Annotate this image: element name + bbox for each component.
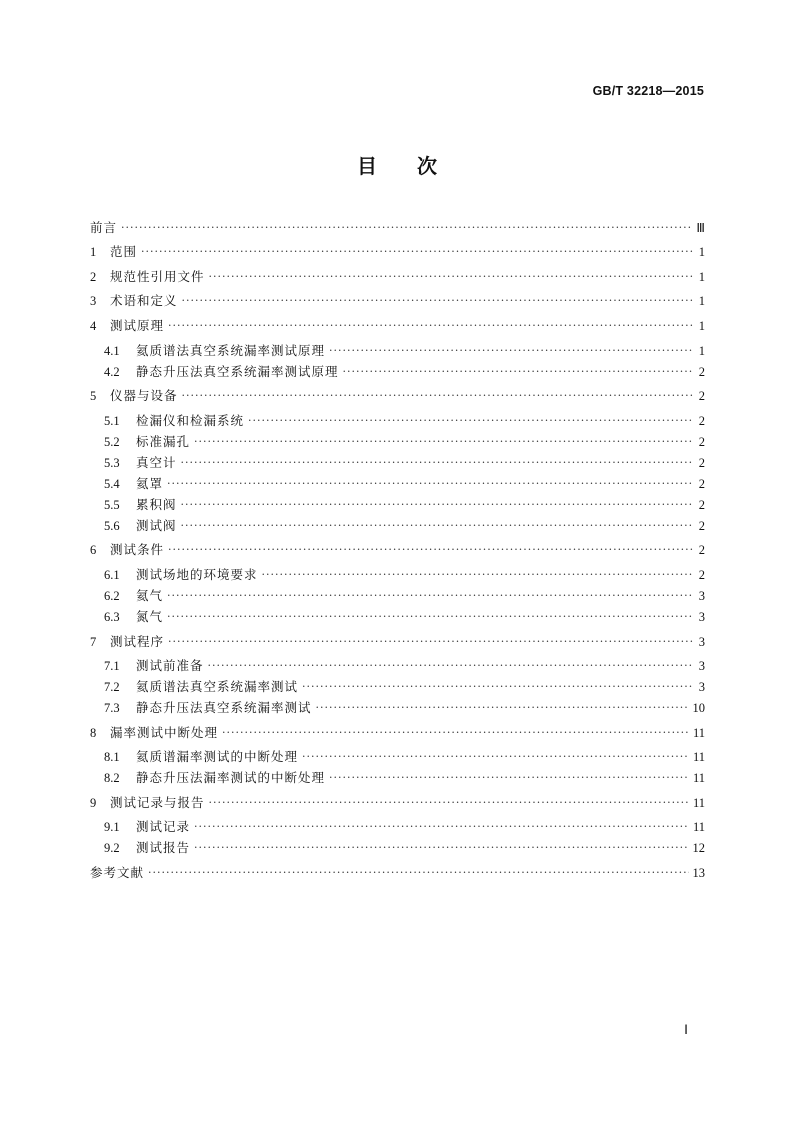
toc-leader-dots xyxy=(168,542,693,558)
toc-entry-number: 5.3 xyxy=(104,456,120,470)
toc-entry-number: 4.1 xyxy=(104,344,120,358)
toc-entry-label: 静态升压法真空系统漏率测试原理 xyxy=(136,364,339,379)
toc-entry-label: 氦质谱法真空系统漏率测试 xyxy=(136,679,299,694)
toc-entry-number: 5.6 xyxy=(104,519,120,533)
toc-entry-label: 氦气 xyxy=(136,588,164,603)
toc-entry-label: 参考文献 xyxy=(90,865,145,880)
toc-leader-dots xyxy=(121,220,692,236)
toc-entry-page: 11 xyxy=(692,750,705,764)
toc-entry-number: 8.2 xyxy=(104,771,120,785)
toc-leader-dots xyxy=(194,434,693,450)
toc-entry-label: 测试阀 xyxy=(136,518,177,533)
toc-entry-number: 2 xyxy=(90,270,97,284)
toc-subentry[interactable] xyxy=(90,605,705,625)
toc-entry-label: 术语和定义 xyxy=(110,293,178,308)
toc-entry-number: 5.4 xyxy=(104,477,120,491)
toc-leader-dots xyxy=(248,413,693,429)
toc-entry-page: 1 xyxy=(698,294,705,308)
toc-leader-dots xyxy=(194,840,688,856)
toc-entry-page: 11 xyxy=(692,726,705,740)
toc-leader-dots xyxy=(182,293,693,309)
toc-entry-label: 氮气 xyxy=(136,609,164,624)
toc-entry-label: 测试场地的环境要求 xyxy=(136,567,258,582)
toc-entry-number: 6.1 xyxy=(104,568,120,582)
toc-leader-dots xyxy=(168,634,693,650)
toc-leader-dots xyxy=(343,364,693,380)
toc-entry-label: 静态升压法真空系统漏率测试 xyxy=(136,700,312,715)
toc-leader-dots xyxy=(302,749,689,765)
toc-leader-dots xyxy=(141,244,693,260)
toc-entry-number: 1 xyxy=(90,245,97,259)
toc-leader-dots xyxy=(222,725,689,741)
toc-entry-number: 6.3 xyxy=(104,610,120,624)
toc-leader-dots xyxy=(262,567,693,583)
toc-entry[interactable] xyxy=(90,314,705,334)
toc-leader-dots xyxy=(209,795,689,811)
toc-leader-dots xyxy=(194,819,689,835)
toc-entry-page: 3 xyxy=(698,635,705,649)
toc-subentry[interactable] xyxy=(90,409,705,429)
toc-leader-dots xyxy=(181,455,693,471)
toc-subentry[interactable] xyxy=(90,696,705,716)
toc-entry-page: 1 xyxy=(698,344,705,358)
toc-entry-label: 规范性引用文件 xyxy=(110,269,205,284)
toc-entry-label: 前言 xyxy=(90,220,118,235)
toc-leader-dots xyxy=(208,658,693,674)
toc-leader-dots xyxy=(167,476,693,492)
toc-entry-number: 4 xyxy=(90,319,97,333)
toc-leader-dots xyxy=(316,700,689,716)
toc-entry-number: 9.2 xyxy=(104,841,120,855)
toc-subentry[interactable] xyxy=(90,766,705,786)
toc-entry-page: 11 xyxy=(692,820,705,834)
toc-leader-dots xyxy=(182,388,693,404)
toc-entry-page: 2 xyxy=(698,456,705,470)
toc-entry-number: 7.2 xyxy=(104,680,120,694)
toc-entry-label: 累积阀 xyxy=(136,497,177,512)
toc-entry-page: 12 xyxy=(692,841,705,855)
toc-leader-dots xyxy=(329,343,693,359)
toc-entry-number: 7 xyxy=(90,635,97,649)
toc-entry-page: 2 xyxy=(698,414,705,428)
toc-leader-dots xyxy=(148,865,688,881)
toc-subentry[interactable] xyxy=(90,514,705,534)
toc-entry-page: 3 xyxy=(698,680,705,694)
toc-entry-number: 3 xyxy=(90,294,97,308)
toc-entry-number: 5.5 xyxy=(104,498,120,512)
toc-entry[interactable] xyxy=(90,861,705,881)
toc-entry-label: 漏率测试中断处理 xyxy=(110,725,219,740)
toc-entry[interactable] xyxy=(90,240,705,260)
toc-entry-label: 氦质谱漏率测试的中断处理 xyxy=(136,749,299,764)
toc-leader-dots xyxy=(181,497,693,513)
toc-entry-page: 3 xyxy=(698,610,705,624)
toc-entry-number: 5.1 xyxy=(104,414,120,428)
toc-subentry[interactable] xyxy=(90,339,705,359)
toc-entry-page: 1 xyxy=(698,319,705,333)
toc-entry-page: 2 xyxy=(698,365,705,379)
toc-entry-label: 检漏仪和检漏系统 xyxy=(136,413,245,428)
toc-entry-label: 测试原理 xyxy=(110,318,165,333)
toc-entry-number: 9 xyxy=(90,796,97,810)
toc-entry[interactable] xyxy=(90,384,705,404)
toc-entry-page: 2 xyxy=(698,568,705,582)
toc-subentry[interactable] xyxy=(90,472,705,492)
toc-subentry[interactable] xyxy=(90,836,705,856)
toc-entry-number: 7.1 xyxy=(104,659,120,673)
toc-subentry[interactable] xyxy=(90,451,705,471)
toc-entry-page: 2 xyxy=(698,389,705,403)
toc-entry-label: 氦质谱法真空系统漏率测试原理 xyxy=(136,343,326,358)
toc-leader-dots xyxy=(302,679,693,695)
title-char-right: 次 xyxy=(417,154,437,178)
toc-entry-page: 2 xyxy=(698,477,705,491)
toc-entry-label: 测试前准备 xyxy=(136,658,204,673)
toc-entry-number: 9.1 xyxy=(104,820,120,834)
toc-subentry[interactable] xyxy=(90,654,705,674)
title-char-left: 目 xyxy=(357,154,377,178)
toc-leader-dots xyxy=(168,318,693,334)
toc-entry[interactable] xyxy=(90,721,705,741)
toc-subentry[interactable] xyxy=(90,360,705,380)
toc-entry[interactable] xyxy=(90,265,705,285)
toc-entry-page: 11 xyxy=(692,796,705,810)
toc-leader-dots xyxy=(181,518,693,534)
toc-subentry[interactable] xyxy=(90,563,705,583)
toc-entry-page: 2 xyxy=(698,498,705,512)
toc-entry-label: 测试记录 xyxy=(136,819,191,834)
toc-leader-dots xyxy=(167,588,693,604)
toc-entry-page: 11 xyxy=(692,771,705,785)
page-folio: Ⅰ xyxy=(684,1022,688,1037)
toc-entry-number: 4.2 xyxy=(104,365,120,379)
toc-entry[interactable] xyxy=(90,289,705,309)
toc-entry-page: 3 xyxy=(698,589,705,603)
toc-subentry[interactable] xyxy=(90,430,705,450)
toc-entry-label: 真空计 xyxy=(136,455,177,470)
toc-entry-label: 测试报告 xyxy=(136,840,191,855)
toc-subentry[interactable] xyxy=(90,745,705,765)
toc-subentry[interactable] xyxy=(90,815,705,835)
toc-leader-dots xyxy=(329,770,689,786)
toc-entry-label: 测试记录与报告 xyxy=(110,795,205,810)
toc-entry-page: 13 xyxy=(692,866,705,880)
toc-entry-number: 6.2 xyxy=(104,589,120,603)
toc-entry[interactable] xyxy=(90,791,705,811)
page-title xyxy=(0,150,794,179)
toc-entry-number: 7.3 xyxy=(104,701,120,715)
toc-entry-label: 静态升压法漏率测试的中断处理 xyxy=(136,770,326,785)
toc-entry-page: 3 xyxy=(698,659,705,673)
toc-entry-page: 1 xyxy=(698,270,705,284)
toc-entry[interactable] xyxy=(90,216,705,236)
toc-entry[interactable] xyxy=(90,630,705,650)
toc-entry-page: 2 xyxy=(698,435,705,449)
toc-entry-number: 8 xyxy=(90,726,97,740)
toc-entry-number: 8.1 xyxy=(104,750,120,764)
toc-entry-number: 5 xyxy=(90,389,97,403)
toc-leader-dots xyxy=(167,609,693,625)
toc-entry[interactable] xyxy=(90,538,705,558)
toc-subentry[interactable] xyxy=(90,675,705,695)
toc-leader-dots xyxy=(209,269,693,285)
toc-entry-label: 测试程序 xyxy=(110,634,165,649)
toc-entry-page: 2 xyxy=(698,543,705,557)
toc-entry-page: Ⅲ xyxy=(696,221,705,235)
toc-entry-label: 范围 xyxy=(110,244,138,259)
standard-code: GB/T 32218—2015 xyxy=(592,84,704,98)
toc-subentry[interactable] xyxy=(90,584,705,604)
toc-entry-page: 1 xyxy=(698,245,705,259)
toc-entry-number: 5.2 xyxy=(104,435,120,449)
toc-entry-label: 氦罩 xyxy=(136,476,164,491)
toc-entry-label: 仪器与设备 xyxy=(110,388,178,403)
toc-entry-label: 标准漏孔 xyxy=(136,434,191,449)
toc-entry-number: 6 xyxy=(90,543,97,557)
toc-subentry[interactable] xyxy=(90,493,705,513)
toc-entry-label: 测试条件 xyxy=(110,542,165,557)
toc-entry-page: 10 xyxy=(692,701,705,715)
toc-entry-page: 2 xyxy=(698,519,705,533)
